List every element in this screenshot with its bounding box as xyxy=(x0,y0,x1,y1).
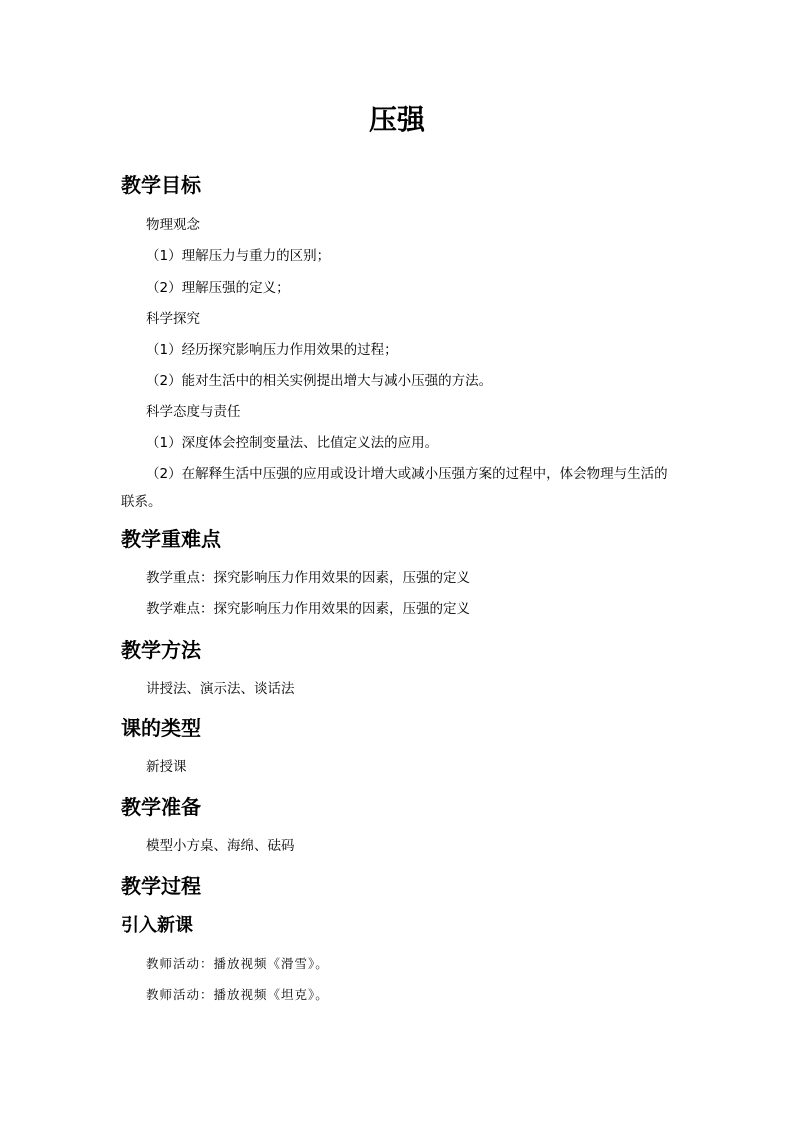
heading-process: 教学过程 xyxy=(121,874,201,898)
objective-item: （1）经历探究影响压力作用效果的过程； xyxy=(146,342,398,358)
preparation-text: 模型小方桌、海绵、砝码 xyxy=(146,838,295,854)
heading-key-points: 教学重难点 xyxy=(121,527,221,551)
label-scientific-inquiry: 科学探究 xyxy=(146,311,200,327)
document-title: 压强 xyxy=(368,103,425,136)
key-point-text: 教学重点：探究影响压力作用效果的因素，压强的定义 xyxy=(146,570,470,586)
subheading-intro: 引入新课 xyxy=(121,915,193,936)
activity-text: 教师活动：播放视频《滑雪》。 xyxy=(146,956,329,971)
heading-objectives: 教学目标 xyxy=(121,173,201,197)
objective-item: （1）深度体会控制变量法、比值定义法的应用。 xyxy=(146,435,439,451)
objective-item: （2）能对生活中的相关实例提出增大与减小压强的方法。 xyxy=(146,373,493,389)
heading-lesson-type: 课的类型 xyxy=(121,716,201,740)
objective-paragraph: （2）在解释生活中压强的应用或设计增大或减小压强方案的过程中，体会物理与生活的联系。 xyxy=(121,466,668,510)
label-physics-concept: 物理观念 xyxy=(146,217,200,233)
lesson-type-text: 新授课 xyxy=(146,759,187,775)
difficult-point-text: 教学难点：探究影响压力作用效果的因素，压强的定义 xyxy=(146,601,470,617)
methods-text: 讲授法、演示法、谈话法 xyxy=(146,681,295,697)
heading-methods: 教学方法 xyxy=(121,638,201,662)
objective-item: （2）理解压强的定义； xyxy=(146,280,290,296)
heading-preparation: 教学准备 xyxy=(121,795,201,819)
objective-item: （1）理解压力与重力的区别； xyxy=(146,248,331,264)
label-scientific-attitude: 科学态度与责任 xyxy=(146,404,241,420)
activity-text: 教师活动：播放视频《坦克》。 xyxy=(146,987,329,1002)
